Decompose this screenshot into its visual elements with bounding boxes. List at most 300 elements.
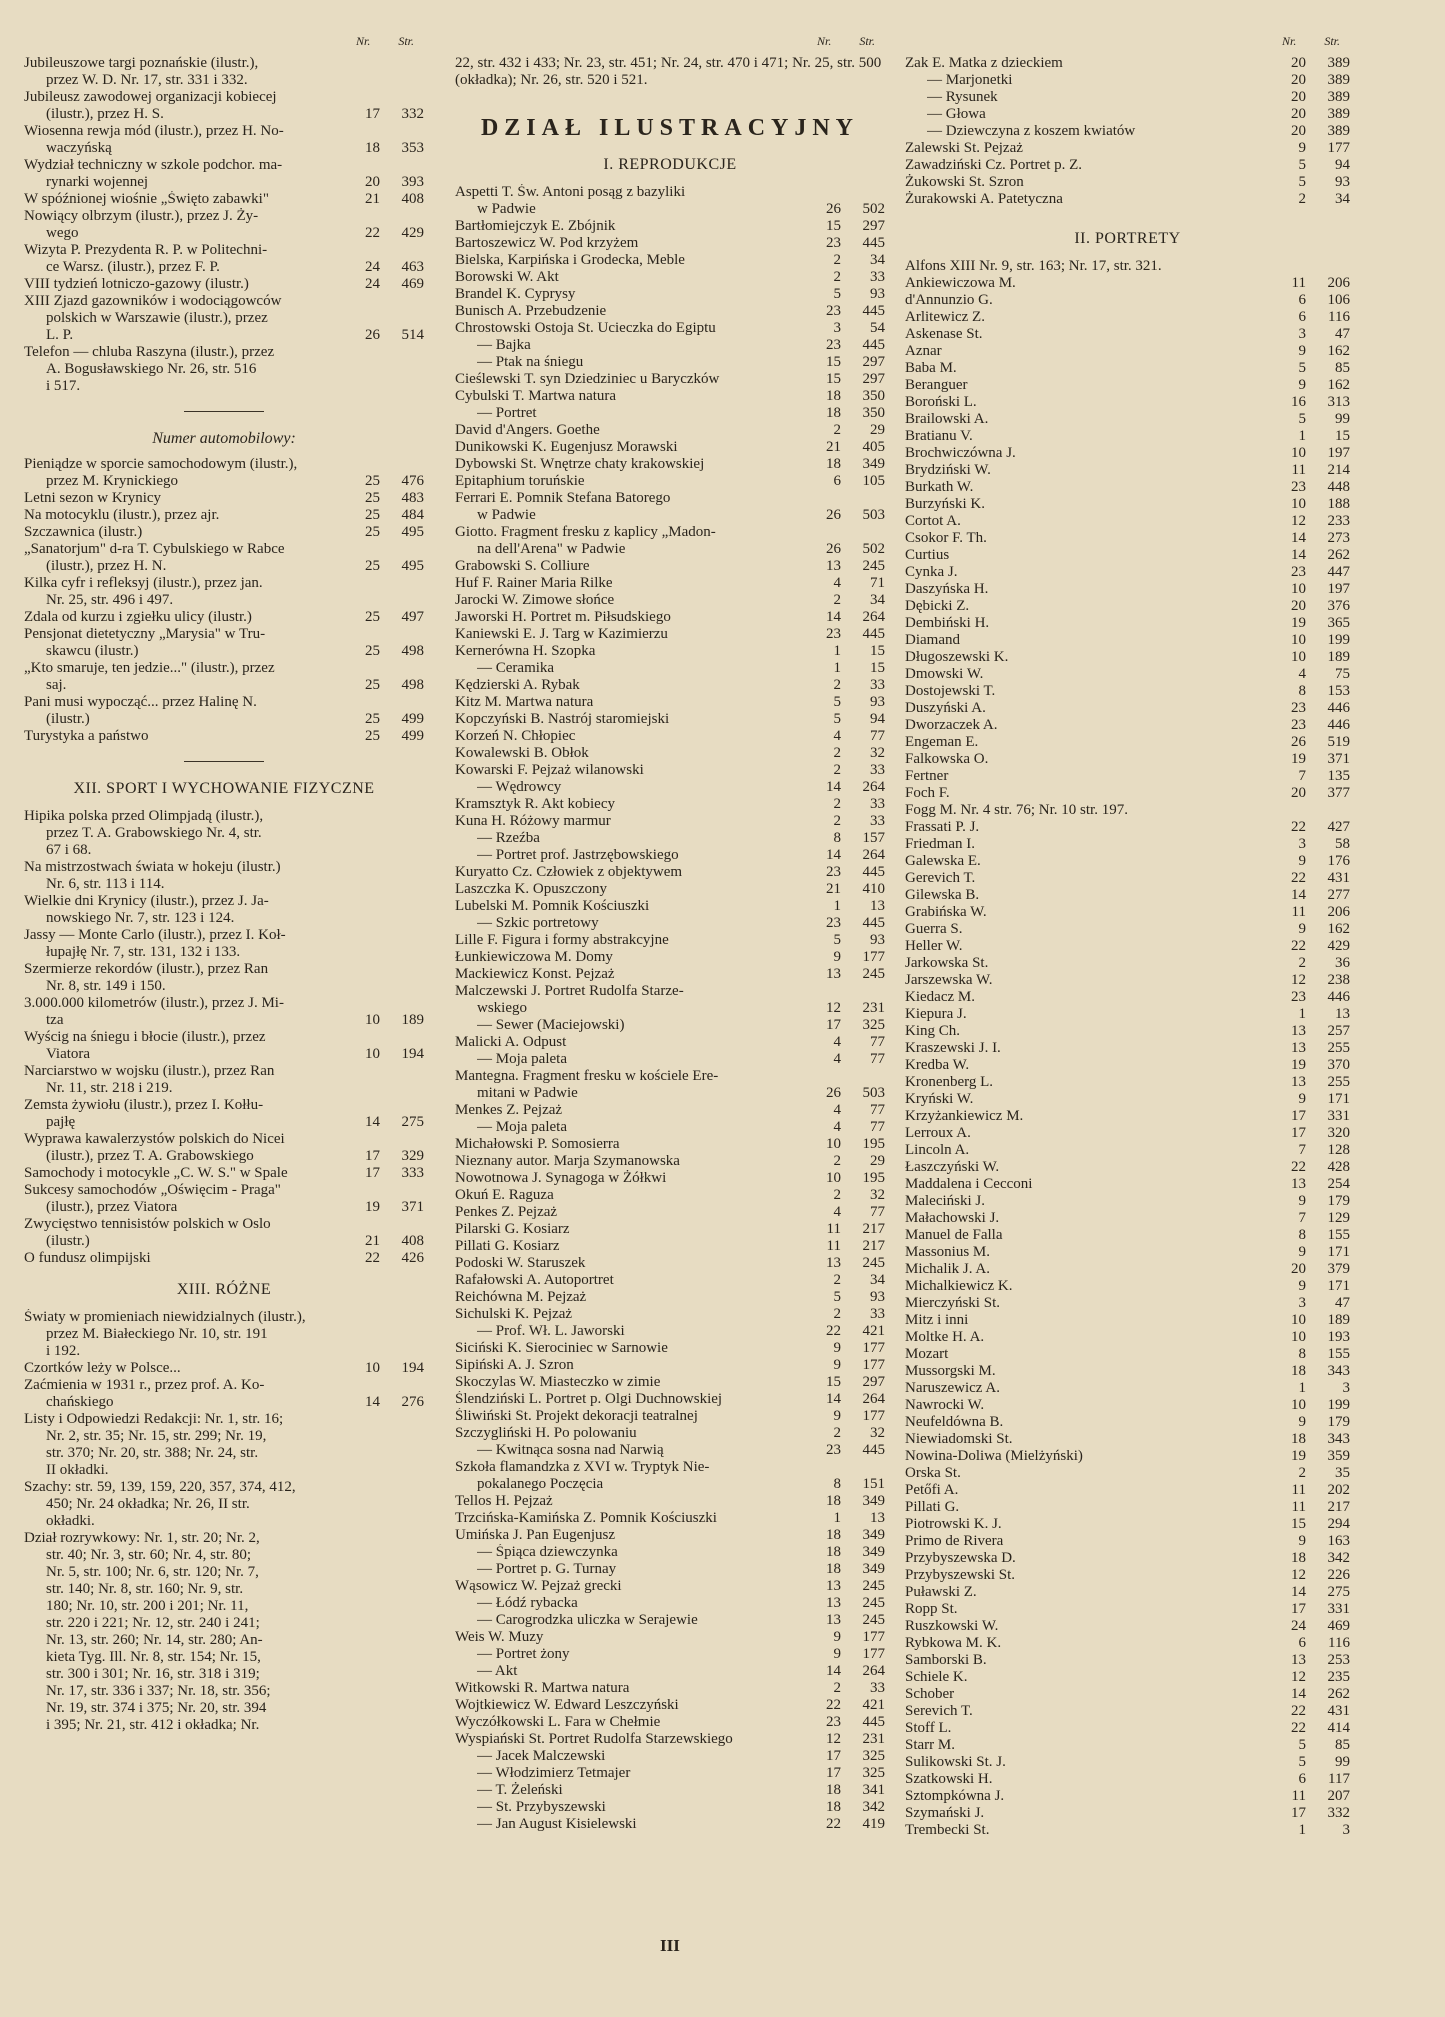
index-entry [905, 1550, 1350, 1567]
entry-title: Nr. 13, str. 260; Nr. 14, str. 280; An- [46, 1632, 263, 1648]
entry-issue-number: 9 [833, 1646, 841, 1662]
index-entry [905, 326, 1350, 343]
entry-title: Cybulski T. Martwa natura [455, 388, 617, 404]
entry-title: Wizyta P. Prezydenta R. P. w Politechni- [24, 242, 268, 258]
entry-title: Nieznany autor. Marja Szymanowska [455, 1153, 680, 1169]
entry-title: Nr. 19, str. 374 i 375; Nr. 20, str. 394 [46, 1700, 267, 1716]
entry-title: Trembecki St. [905, 1822, 990, 1838]
entry-issue-number: 16 [1291, 394, 1306, 410]
entry-page-number: 217 [862, 1221, 885, 1237]
entry-title: Maleciński J. [905, 1193, 985, 1209]
entry-page-number: 235 [1327, 1669, 1350, 1685]
entry-page-number: 77 [870, 728, 885, 744]
entry-issue-number: 10 [1291, 1312, 1306, 1328]
entry-title: Alfons XIII Nr. 9, str. 163; Nr. 17, str. 321. [905, 258, 1162, 274]
entry-title: Beranguer [905, 377, 968, 393]
entry-issue-number: 17 [365, 1148, 380, 1164]
index-entry [24, 1080, 424, 1097]
entry-page-number: 157 [862, 830, 885, 846]
entry-issue-number: 9 [833, 1629, 841, 1645]
entry-issue-number: 25 [365, 473, 380, 489]
entry-issue-number: 9 [1298, 343, 1306, 359]
entry-title: Giotto. Fragment fresku z kaplicy „Madon- [455, 524, 716, 540]
entry-page-number: 77 [870, 1102, 885, 1118]
entry-page-number: 77 [870, 1051, 885, 1067]
index-entry [24, 609, 424, 626]
entry-title: Ferrari E. Pomnik Stefana Batorego [455, 490, 671, 506]
index-entry [455, 558, 885, 575]
index-entry [905, 1567, 1350, 1584]
entry-title: Kryński W. [905, 1091, 974, 1107]
entry-title: — Włodzimierz Tetmajer [477, 1765, 631, 1781]
entry-issue-number: 19 [365, 1199, 380, 1215]
entry-page-number: 245 [862, 966, 885, 982]
entry-issue-number: 12 [826, 1731, 841, 1747]
entry-issue-number: 14 [826, 609, 841, 625]
index-entry [24, 1029, 424, 1046]
index-entry [905, 1244, 1350, 1261]
index-entry [24, 174, 424, 191]
index-entry [24, 1216, 424, 1233]
entry-page-number: 189 [401, 1012, 424, 1028]
entry-title: Grabińska W. [905, 904, 987, 920]
index-entry [905, 1261, 1350, 1278]
entry-title: Sulikowski St. J. [905, 1754, 1006, 1770]
entry-title: — Akt [477, 1663, 518, 1679]
entry-page-number: 331 [1327, 1601, 1350, 1617]
entry-page-number: 371 [1327, 751, 1350, 767]
entry-title: Ślendziński L. Portret p. Olgi Duchnowskiej [455, 1391, 723, 1407]
index-entry [455, 1051, 885, 1068]
entry-page-number: 245 [862, 1612, 885, 1628]
entry-title: Szczawnica (ilustr.) [24, 524, 143, 540]
entry-page-number: 233 [1327, 513, 1350, 529]
entry-issue-number: 17 [365, 1165, 380, 1181]
index-entry [24, 1394, 424, 1411]
index-entry [455, 1561, 885, 1578]
index-entry [24, 927, 424, 944]
entry-title: Mackiewicz Konst. Pejzaż [455, 966, 615, 982]
entry-issue-number: 22 [1291, 1159, 1306, 1175]
index-entry [455, 303, 885, 320]
index-entry [24, 694, 424, 711]
entry-page-number: 431 [1327, 870, 1350, 886]
entry-page-number: 129 [1327, 1210, 1350, 1226]
index-entry [455, 1510, 885, 1527]
entry-issue-number: 12 [826, 1000, 841, 1016]
entry-issue-number: 26 [826, 1085, 841, 1101]
index-entry [905, 1312, 1350, 1329]
index-entry [24, 157, 424, 174]
entry-title: — Wędrowcy [477, 779, 562, 795]
index-entry [24, 1445, 424, 1462]
index-entry [455, 694, 885, 711]
entry-title: Jassy — Monte Carlo (ilustr.), przez I. Koł- [24, 927, 286, 943]
entry-issue-number: 18 [826, 1561, 841, 1577]
entry-issue-number: 7 [1298, 768, 1306, 784]
entry-issue-number: 13 [1291, 1074, 1306, 1090]
entry-title: — Portret żony [477, 1646, 570, 1662]
entry-title: Tellos H. Pejzaż [455, 1493, 553, 1509]
entry-title: Nr. 25, str. 496 i 497. [46, 592, 174, 608]
index-entry [455, 1102, 885, 1119]
entry-title: waczyńską [46, 140, 112, 156]
entry-page-number: 162 [1327, 377, 1350, 393]
entry-page-number: 343 [1327, 1431, 1350, 1447]
entry-issue-number: 3 [1298, 1295, 1306, 1311]
entry-title: Schiele K. [905, 1669, 968, 1685]
entry-page-number: 255 [1327, 1074, 1350, 1090]
entry-title: Daszyńska H. [905, 581, 989, 597]
index-entry [905, 1414, 1350, 1431]
index-entry [905, 564, 1350, 581]
entry-page-number: 331 [1327, 1108, 1350, 1124]
entry-title: Jaworski H. Portret m. Piłsudskiego [455, 609, 671, 625]
entry-page-number: 333 [401, 1165, 424, 1181]
entry-title: Siciński K. Sierociniec w Sarnowie [455, 1340, 668, 1356]
entry-page-number: 379 [1327, 1261, 1350, 1277]
entry-title: Mussorgski M. [905, 1363, 996, 1379]
index-entry [905, 1125, 1350, 1142]
entry-title: Schober [905, 1686, 955, 1702]
entry-title: II okładki. [46, 1462, 109, 1478]
entry-page-number: 15 [1335, 428, 1350, 444]
entry-title: Pilarski G. Kosiarz [455, 1221, 570, 1237]
entry-page-number: 431 [1327, 1703, 1350, 1719]
entry-issue-number: 10 [1291, 1329, 1306, 1345]
entry-title: Piotrowski K. J. [905, 1516, 1002, 1532]
index-entry [455, 1697, 885, 1714]
index-entry [24, 140, 424, 157]
entry-issue-number: 2 [833, 422, 841, 438]
index-entry [24, 55, 424, 72]
entry-page-number: 33 [870, 813, 885, 829]
entry-title: Diamand [905, 632, 960, 648]
entry-title: Petőfi A. [905, 1482, 959, 1498]
entry-title: Reichówna M. Pejzaż [455, 1289, 587, 1305]
entry-title: str. 40; Nr. 3, str. 60; Nr. 4, str. 80; [46, 1547, 252, 1563]
entry-title: — Carogrodzka uliczka w Serajewie [477, 1612, 698, 1628]
entry-issue-number: 2 [833, 1680, 841, 1696]
index-entry [455, 1221, 885, 1238]
index-entry [455, 405, 885, 422]
index-entry [455, 949, 885, 966]
entry-issue-number: 17 [1291, 1125, 1306, 1141]
entry-title: Pani musi wypocząć... przez Halinę N. [24, 694, 257, 710]
entry-title: Skoczylas W. Miasteczko w zimie [455, 1374, 661, 1390]
entry-issue-number: 2 [833, 1153, 841, 1169]
entry-title: Wąsowicz W. Pejzaż grecki [455, 1578, 622, 1594]
entry-title: Lubelski M. Pomnik Kościuszki [455, 898, 650, 914]
entry-page-number: 273 [1327, 530, 1350, 546]
entry-title: Huf F. Rainer Maria Rilke [455, 575, 613, 591]
entry-issue-number: 20 [1291, 598, 1306, 614]
entry-page-number: 446 [1327, 700, 1350, 716]
entry-issue-number: 18 [826, 1493, 841, 1509]
index-entry [24, 1012, 424, 1029]
entry-title: Wyścig na śniegu i błocie (ilustr.), przez [24, 1029, 266, 1045]
index-entry [905, 445, 1350, 462]
index-entry [905, 1227, 1350, 1244]
entry-issue-number: 4 [833, 1034, 841, 1050]
entry-title: saj. [46, 677, 67, 693]
entry-page-number: 15 [870, 660, 885, 676]
index-entry [905, 1278, 1350, 1295]
entry-title: Mantegna. Fragment fresku w kościele Ere- [455, 1068, 719, 1084]
index-entry [455, 1136, 885, 1153]
entry-issue-number: 26 [365, 327, 380, 343]
index-entry [24, 1649, 424, 1666]
entry-title: Nr. 17, str. 336 i 337; Nr. 18, str. 356; [46, 1683, 271, 1699]
entry-title: Ropp St. [905, 1601, 958, 1617]
entry-page-number: 389 [1327, 123, 1350, 139]
index-entry [455, 218, 885, 235]
entry-page-number: 93 [870, 286, 885, 302]
index-entry [905, 1635, 1350, 1652]
index-entry [905, 938, 1350, 955]
index-entry [455, 609, 885, 626]
entry-issue-number: 20 [1291, 1261, 1306, 1277]
entry-title: — Jan August Kisielewski [477, 1816, 637, 1832]
entry-page-number: 253 [1327, 1652, 1350, 1668]
entry-title: Kaniewski E. J. Targ w Kazimierzu [455, 626, 668, 642]
index-entry [905, 802, 1350, 819]
entry-issue-number: 25 [365, 558, 380, 574]
entry-page-number: 177 [862, 949, 885, 965]
index-entry [24, 1063, 424, 1080]
entry-issue-number: 25 [365, 677, 380, 693]
entry-issue-number: 24 [365, 276, 380, 292]
entry-page-number: 483 [401, 490, 424, 506]
entry-issue-number: 18 [826, 1544, 841, 1560]
index-entry [905, 700, 1350, 717]
entry-issue-number: 2 [833, 1306, 841, 1322]
entry-page-number: 29 [870, 422, 885, 438]
index-entry [455, 1272, 885, 1289]
entry-page-number: 448 [1327, 479, 1350, 495]
entry-title: Guerra S. [905, 921, 963, 937]
entry-page-number: 94 [1335, 157, 1350, 173]
entry-page-number: 155 [1327, 1227, 1350, 1243]
entry-title: Menkes Z. Pejzaż [455, 1102, 563, 1118]
entry-issue-number: 5 [1298, 1737, 1306, 1753]
entry-issue-number: 22 [1291, 1720, 1306, 1736]
entry-issue-number: 3 [1298, 836, 1306, 852]
entry-page-number: 264 [862, 1663, 885, 1679]
entry-page-number: 13 [1335, 1006, 1350, 1022]
index-entry [905, 1057, 1350, 1074]
entry-issue-number: 5 [833, 932, 841, 948]
entry-page-number: 495 [401, 558, 424, 574]
index-entry [455, 524, 885, 541]
index-entry [905, 1210, 1350, 1227]
entry-title: — Śpiąca dziewczynka [477, 1544, 618, 1560]
entry-page-number: 445 [862, 1442, 885, 1458]
entry-title: Serevich T. [905, 1703, 973, 1719]
entry-page-number: 105 [862, 473, 885, 489]
entry-issue-number: 23 [826, 303, 841, 319]
index-entry [24, 575, 424, 592]
index-entry [905, 819, 1350, 836]
entry-issue-number: 11 [1291, 1499, 1306, 1515]
entry-title: Krzyżankiewicz M. [905, 1108, 1024, 1124]
entry-issue-number: 10 [365, 1012, 380, 1028]
entry-issue-number: 1 [1298, 428, 1306, 444]
entry-page-number: 349 [862, 1527, 885, 1543]
entry-issue-number: 1 [1298, 1006, 1306, 1022]
entry-page-number: 313 [1327, 394, 1350, 410]
entry-page-number: 197 [1327, 445, 1350, 461]
index-entry [24, 259, 424, 276]
index-entry [24, 978, 424, 995]
entry-title: polskich w Warszawie (ilustr.), przez [46, 310, 268, 326]
index-entry [24, 711, 424, 728]
entry-issue-number: 26 [826, 541, 841, 557]
entry-title: Małachowski J. [905, 1210, 1000, 1226]
entry-issue-number: 9 [1298, 377, 1306, 393]
entry-issue-number: 5 [1298, 174, 1306, 190]
entry-title: — Moja paleta [477, 1119, 567, 1135]
entry-title: Brochwiczówna J. [905, 445, 1016, 461]
entry-page-number: 325 [862, 1748, 885, 1764]
index-entry [905, 174, 1350, 191]
entry-issue-number: 18 [826, 405, 841, 421]
entry-issue-number: 10 [1291, 445, 1306, 461]
entry-page-number: 341 [862, 1782, 885, 1798]
entry-page-number: 199 [1327, 632, 1350, 648]
entry-title: Szermierze rekordów (ilustr.), przez Ran [24, 961, 269, 977]
entry-title: Csokor F. Th. [905, 530, 987, 546]
entry-page-number: 33 [870, 796, 885, 812]
entry-page-number: 332 [1327, 1805, 1350, 1821]
str-header: Str. [1324, 34, 1340, 48]
entry-title: Zalewski St. Pejzaż [905, 140, 1023, 156]
entry-title: Kilka cyfr i refleksyj (ilustr.), przez jan. [24, 575, 263, 591]
index-entry [455, 1646, 885, 1663]
entry-issue-number: 17 [826, 1765, 841, 1781]
index-entry [455, 1612, 885, 1629]
entry-issue-number: 5 [1298, 360, 1306, 376]
entry-page-number: 264 [862, 847, 885, 863]
entry-issue-number: 10 [365, 1046, 380, 1062]
nr-header: Nr. [355, 34, 371, 48]
entry-title: Arlitewicz Z. [905, 309, 985, 325]
entry-issue-number: 18 [826, 1799, 841, 1815]
entry-title: Bielska, Karpińska i Grodecka, Meble [455, 252, 685, 268]
entries-group [24, 808, 424, 1267]
index-entry [455, 541, 885, 558]
entry-issue-number: 4 [1298, 666, 1306, 682]
index-entry [905, 853, 1350, 870]
index-entry [905, 666, 1350, 683]
entry-issue-number: 4 [833, 575, 841, 591]
entry-issue-number: 9 [1298, 1091, 1306, 1107]
entry-title: Orska St. [905, 1465, 961, 1481]
index-entry [24, 1598, 424, 1615]
index-entry [905, 258, 1350, 275]
index-entry [455, 881, 885, 898]
index-entry [24, 558, 424, 575]
index-entry [905, 530, 1350, 547]
entry-page-number: 32 [870, 1187, 885, 1203]
entry-issue-number: 20 [1291, 106, 1306, 122]
index-entry [455, 1442, 885, 1459]
entry-title: — Portret prof. Jastrzębowskiego [477, 847, 679, 863]
index-entry [24, 1581, 424, 1598]
entry-issue-number: 19 [1291, 751, 1306, 767]
entry-page-number: 262 [1327, 547, 1350, 563]
entry-page-number: 277 [1327, 887, 1350, 903]
index-entry [455, 660, 885, 677]
entry-title: Podoski W. Staruszek [455, 1255, 586, 1271]
entries-group [905, 55, 1350, 208]
index-entry [905, 1482, 1350, 1499]
entry-title: Bratianu V. [905, 428, 973, 444]
index-entry [905, 785, 1350, 802]
entry-issue-number: 22 [1291, 1703, 1306, 1719]
index-entry [455, 847, 885, 864]
entry-title: Szachy: str. 59, 139, 159, 220, 357, 374, 412, [24, 1479, 296, 1495]
index-entry [24, 1309, 424, 1326]
entry-issue-number: 13 [826, 558, 841, 574]
entry-issue-number: 20 [1291, 55, 1306, 71]
entry-title: Zemsta żywiołu (ilustr.), przez I. Kołłu- [24, 1097, 264, 1113]
entry-page-number: 495 [401, 524, 424, 540]
index-entry [24, 592, 424, 609]
entry-page-number: 342 [1327, 1550, 1350, 1566]
index-entry [905, 1533, 1350, 1550]
entry-title: Wiosenna rewja mód (ilustr.), przez H. No- [24, 123, 284, 139]
entry-page-number: 71 [870, 575, 885, 591]
entry-issue-number: 2 [1298, 1465, 1306, 1481]
index-entry [455, 252, 885, 269]
entry-issue-number: 17 [1291, 1108, 1306, 1124]
entry-page-number: 264 [862, 779, 885, 795]
entry-title: d'Annunzio G. [905, 292, 993, 308]
entry-title: Puławski Z. [905, 1584, 977, 1600]
entry-issue-number: 17 [1291, 1805, 1306, 1821]
index-entry [455, 1544, 885, 1561]
entry-title: Nr. 2, str. 35; Nr. 15, str. 299; Nr. 19, [46, 1428, 267, 1444]
index-entry [905, 1686, 1350, 1703]
entry-title: i 192. [46, 1343, 81, 1359]
index-entry [24, 310, 424, 327]
entry-title: wego [46, 225, 79, 241]
entry-title: (ilustr.) [46, 1233, 90, 1249]
entry-title: Nowina-Doliwa (Mielżyński) [905, 1448, 1083, 1464]
index-entry [24, 1131, 424, 1148]
index-entry [455, 643, 885, 660]
entry-page-number: 93 [1335, 174, 1350, 190]
index-entry [905, 751, 1350, 768]
entry-page-number: 85 [1335, 360, 1350, 376]
entry-page-number: 195 [862, 1170, 885, 1186]
index-entry [24, 524, 424, 541]
index-entry [24, 123, 424, 140]
index-entry [24, 1411, 424, 1428]
entry-page-number: 329 [401, 1148, 424, 1164]
entry-title: Nr. 5, str. 100; Nr. 6, str. 120; Nr. 7, [46, 1564, 259, 1580]
entry-page-number: 162 [1327, 343, 1350, 359]
entry-issue-number: 9 [1298, 1414, 1306, 1430]
index-entry [455, 1714, 885, 1731]
index-entry [905, 1499, 1350, 1516]
entry-page-number: 264 [862, 609, 885, 625]
index-entry [905, 1618, 1350, 1635]
index-entry [905, 394, 1350, 411]
entry-title: Cortot A. [905, 513, 961, 529]
entry-title: Pensjonat dietetyczny „Marysia" w Tru- [24, 626, 266, 642]
